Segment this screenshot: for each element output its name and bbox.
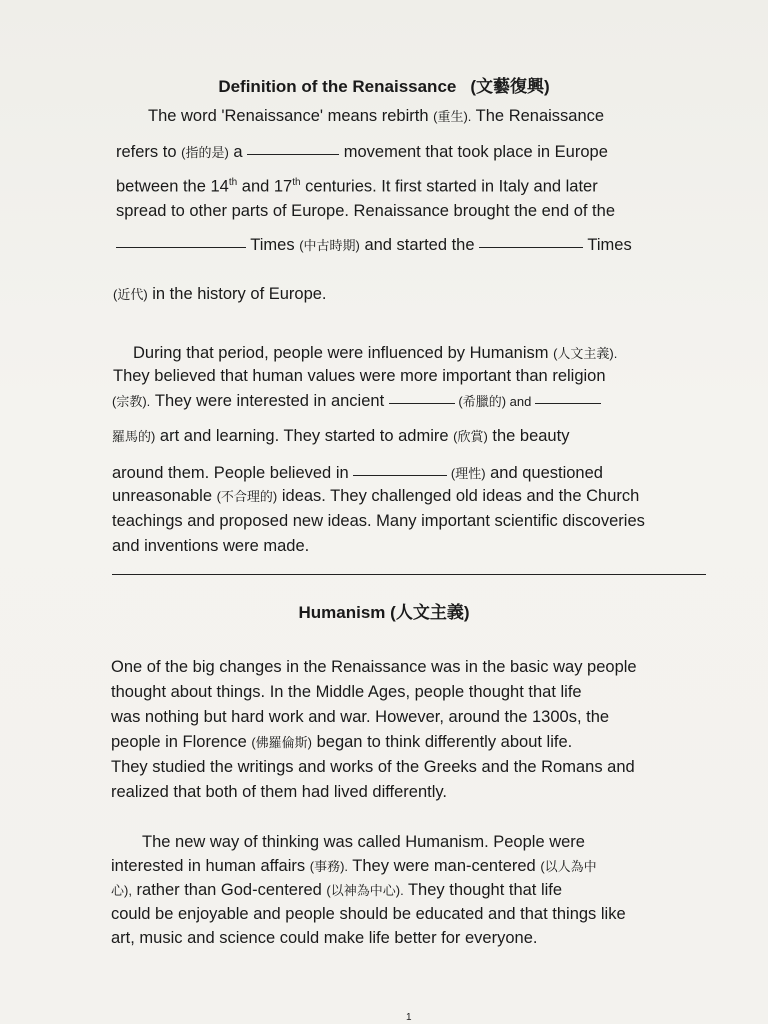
text-line: One of the big changes in the Renaissance was in the basic way people xyxy=(111,658,637,676)
chinese-gloss: (人文主義). xyxy=(553,346,618,361)
chinese-gloss: (宗教). xyxy=(112,394,151,409)
text-fragment: movement that took place in Europe xyxy=(339,143,608,161)
text-fragment: centuries. It first started in Italy and later xyxy=(300,177,598,196)
text-fragment: The Renaissance xyxy=(471,107,605,125)
text-fragment: began to think differently about life. xyxy=(312,733,573,751)
fill-in-blank[interactable] xyxy=(247,153,339,155)
text-fragment: art and learning. They started to admire xyxy=(155,427,454,445)
text-fragment: Times xyxy=(246,236,300,254)
chinese-gloss: (佛羅倫斯) xyxy=(251,735,313,750)
title-chinese: (文藝復興) xyxy=(470,77,550,96)
text-line: They believed that human values were more important than religion xyxy=(113,367,606,385)
text-fragment: rather than God-centered xyxy=(131,881,327,899)
fill-in-blank[interactable] xyxy=(353,474,447,476)
text-fragment: the beauty xyxy=(487,427,570,445)
text-fragment: During that period, people were influenced by Humanism xyxy=(133,344,554,362)
text-fragment: and 17 xyxy=(237,177,293,196)
text-fragment: ideas. They challenged old ideas and the Church xyxy=(277,487,640,505)
text-line: art, music and science could make life better for everyone. xyxy=(111,929,538,947)
text-line xyxy=(133,345,725,362)
fill-in-blank[interactable] xyxy=(116,246,246,248)
text-fragment: The word 'Renaissance' means rebirth xyxy=(148,107,434,125)
chinese-gloss: 心), xyxy=(111,883,132,898)
text-line xyxy=(116,237,708,254)
text-line: realized that both of them had lived differently. xyxy=(111,783,448,801)
section-heading xyxy=(0,598,768,623)
heading-chinese: (人文主義) xyxy=(390,603,470,622)
text-fragment: around them. People believed in xyxy=(112,464,354,482)
fill-in-blank[interactable] xyxy=(535,402,601,404)
page-number: 1 xyxy=(406,1012,412,1023)
text-fragment: unreasonable xyxy=(112,487,217,505)
text-fragment: refers to xyxy=(116,143,182,161)
chinese-gloss: (事務). xyxy=(309,859,349,874)
text-line: spread to other parts of Europe. Renaissance brought the end of the xyxy=(116,202,615,220)
text-fragment: They were interested in ancient xyxy=(150,392,389,410)
chinese-gloss: (以人為中 xyxy=(540,859,597,874)
chinese-gloss: (理性) xyxy=(447,466,486,481)
page-title xyxy=(0,72,768,97)
text-line xyxy=(148,108,740,125)
superscript: th xyxy=(228,177,238,188)
text-line xyxy=(111,882,703,899)
title-text: Definition of the Renaissance xyxy=(218,77,457,96)
chinese-gloss: (希臘的) and xyxy=(454,394,535,409)
chinese-gloss: (以神為中心). xyxy=(326,883,404,898)
text-line: They studied the writings and works of the Greeks and the Romans and xyxy=(111,758,635,776)
chinese-gloss: (欣賞) xyxy=(453,429,488,444)
heading-text: Humanism xyxy=(298,603,386,622)
text-fragment: people in Florence xyxy=(111,733,252,751)
text-line: and inventions were made. xyxy=(112,537,310,555)
text-line xyxy=(116,178,708,195)
text-line: teachings and proposed new ideas. Many important scientific discoveries xyxy=(112,512,645,530)
text-line xyxy=(112,465,704,482)
text-line xyxy=(111,734,703,751)
chinese-gloss: (重生). xyxy=(433,109,472,124)
text-fragment: interested in human affairs xyxy=(111,857,310,875)
text-fragment: between the 14 xyxy=(116,177,229,196)
text-fragment: and questioned xyxy=(485,464,603,482)
chinese-gloss: (中古時期) xyxy=(299,238,360,253)
text-line xyxy=(112,393,704,410)
text-line: could be enjoyable and people should be educated and that things like xyxy=(111,905,626,923)
text-line xyxy=(113,286,705,303)
text-line: was nothing but hard work and war. However, around the 1300s, the xyxy=(111,708,610,726)
text-fragment: and started the xyxy=(359,236,480,254)
text-fragment: They were man-centered xyxy=(348,857,541,875)
text-line: The new way of thinking was called Humanism. People were xyxy=(142,833,585,851)
fill-in-blank[interactable] xyxy=(389,402,455,404)
text-fragment: Times xyxy=(583,236,632,254)
text-line xyxy=(112,428,704,445)
text-fragment: They thought that life xyxy=(403,881,563,899)
section-divider xyxy=(112,574,706,575)
text-line xyxy=(111,858,703,875)
text-fragment: in the history of Europe. xyxy=(147,285,327,303)
chinese-gloss: (不合理的) xyxy=(216,489,278,504)
fill-in-blank[interactable] xyxy=(479,246,583,248)
text-line xyxy=(112,488,704,505)
superscript: th xyxy=(292,177,301,188)
text-line: thought about things. In the Middle Ages, people thought that life xyxy=(111,683,582,701)
chinese-gloss: (指的是) xyxy=(181,145,229,160)
text-fragment: a xyxy=(228,143,248,161)
text-line xyxy=(116,144,708,161)
chinese-gloss: (近代) xyxy=(113,287,148,302)
chinese-gloss: 羅馬的) xyxy=(112,429,156,444)
